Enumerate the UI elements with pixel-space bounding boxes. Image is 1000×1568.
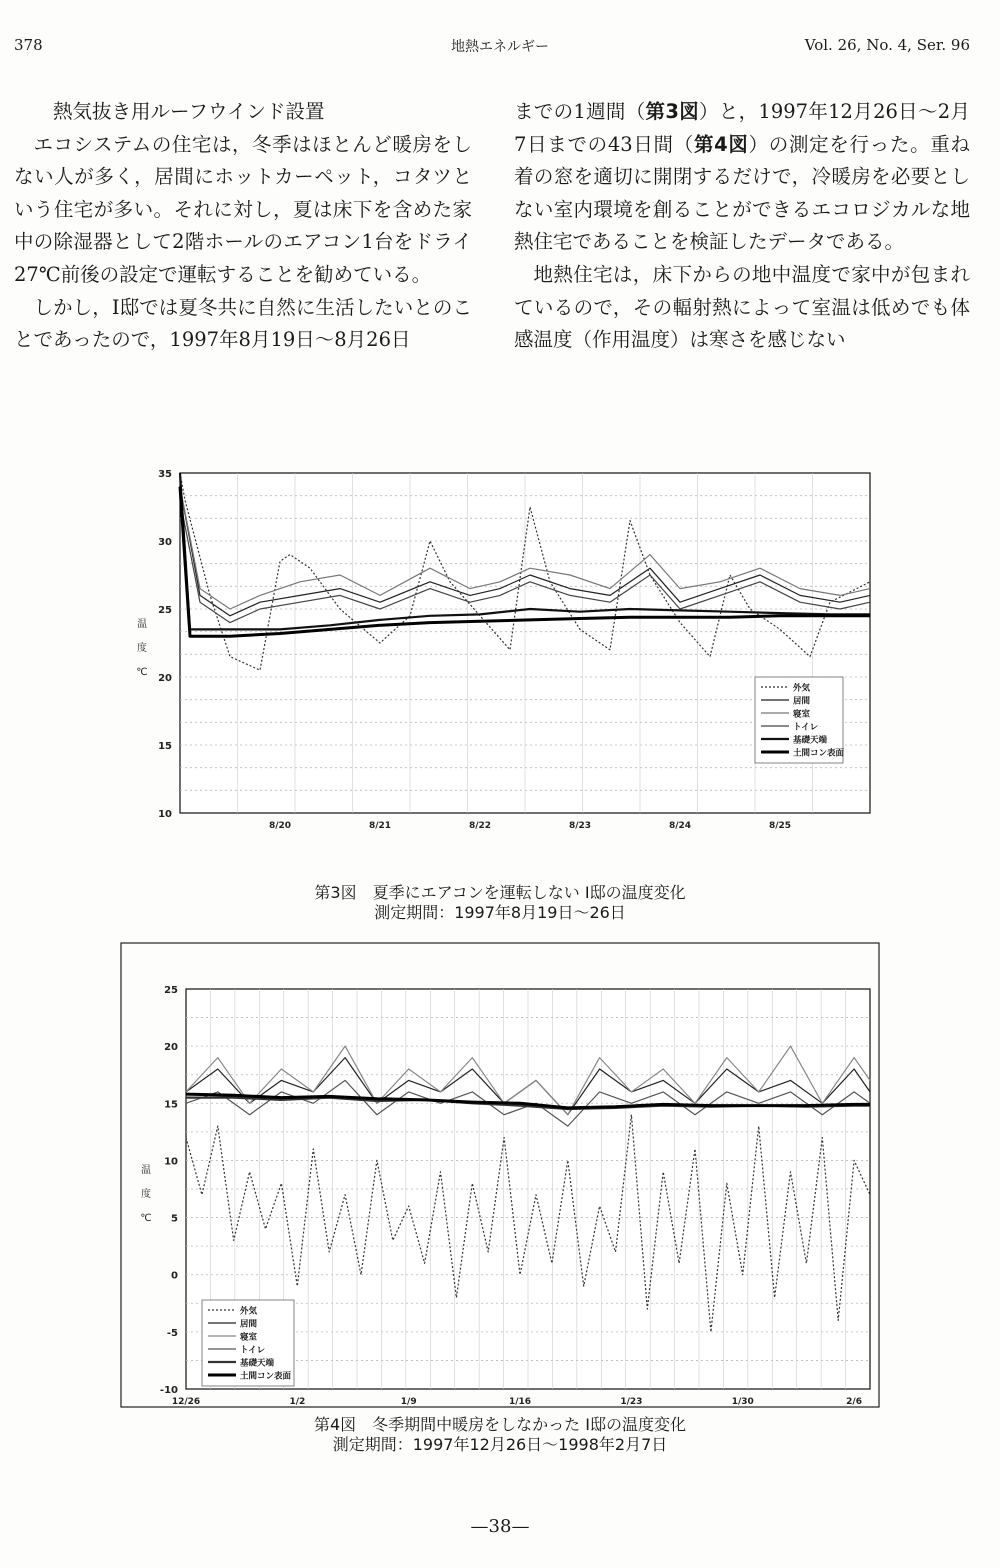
figure-4-chart — [120, 942, 880, 1408]
y-tick-label: -10 — [159, 1385, 178, 1396]
y-axis-label: ℃ — [140, 1213, 152, 1224]
y-tick-label: 5 — [171, 1213, 178, 1225]
y-tick-label: 0 — [171, 1270, 178, 1282]
y-tick-label: 30 — [158, 537, 172, 548]
legend-label: トイレ — [240, 1345, 266, 1356]
y-axis-label: 度 — [137, 643, 147, 654]
y-axis-label: 度 — [141, 1189, 151, 1200]
y-tick-label: 25 — [164, 985, 178, 996]
left-column — [14, 96, 472, 357]
legend-label: 寝室 — [240, 1332, 258, 1343]
x-tick-label: 1/30 — [731, 1397, 754, 1407]
caption-line: 測定期間：1997年8月19日～26日 — [374, 903, 626, 922]
y-tick-label: -5 — [166, 1327, 178, 1339]
legend-label: 土間コン表面 — [793, 748, 845, 759]
figure-3-chart — [120, 415, 880, 875]
legend-label: 基礎天端 — [793, 735, 828, 746]
x-tick-label: 1/16 — [509, 1397, 532, 1407]
y-tick-label: 25 — [158, 605, 172, 616]
x-tick-label: 8/23 — [568, 821, 592, 831]
x-tick-label: 8/21 — [368, 821, 392, 831]
right-column — [514, 96, 970, 357]
y-axis-label: 温 — [137, 619, 147, 630]
journal-title: 地熱エネルギー — [451, 39, 549, 55]
x-tick-label: 8/20 — [268, 821, 292, 831]
figure-reference: 第4図 — [693, 132, 749, 156]
y-tick-label: 10 — [158, 809, 172, 820]
figure-reference: 第3図 — [645, 100, 700, 123]
legend-label: トイレ — [793, 722, 819, 733]
x-tick-label: 8/25 — [768, 821, 792, 831]
text-run: までの1週間（ — [514, 100, 646, 123]
paragraph: エコシステムの住宅は，冬季はほとんど暖房をしない人が多く，居間にホットカーペット，コタツという住宅が多い。それに対し，夏は床下を含めた家中の除湿器として2階ホールのエアコン1台をドライ27℃前後の設定で運転することを勧めている。 — [14, 132, 472, 286]
text-run: ）と，1997年12月26日～2月7日までの43日間（ — [514, 100, 970, 156]
y-axis-label: ℃ — [136, 667, 148, 678]
legend-label: 居間 — [793, 696, 811, 707]
legend-label: 寝室 — [793, 709, 811, 720]
page-number: 378 — [14, 36, 43, 54]
y-axis-label: 温 — [141, 1165, 151, 1176]
caption-line: 第4図 冬季期間中暖房をしなかった I邸の温度変化 — [314, 1415, 686, 1434]
x-tick-label: 12/26 — [171, 1397, 201, 1407]
caption-line: 第3図 夏季にエアコンを運転しない I邸の温度変化 — [314, 883, 686, 902]
text-run: ）の測定を行った。重ね着の窓を適切に開閉するだけで，冷暖房を必要としない室内環境を創ることができるエコロジカルな地熱住宅であることを検証したデータである。 — [514, 132, 970, 254]
paragraph: 地熱住宅は，床下からの地中温度で家中が包まれているので，その輻射熱によって室温は低めでも体感温度（作用温度）は寒さを感じない — [514, 262, 970, 352]
y-tick-label: 15 — [164, 1099, 178, 1111]
x-tick-label: 2/6 — [846, 1397, 862, 1407]
legend-label: 土間コン表面 — [240, 1371, 292, 1382]
x-tick-label: 1/9 — [400, 1397, 417, 1407]
x-tick-label: 8/22 — [468, 821, 492, 831]
paragraph: しかし，I邸では夏冬共に自然に生活したいとのことであったので，1997年8月19日～8月26日 — [14, 295, 472, 352]
figure-4-caption — [0, 1415, 1000, 1455]
caption-line: 測定期間：1997年12月26日～1998年2月7日 — [332, 1435, 668, 1454]
legend-label: 外気 — [240, 1306, 258, 1317]
legend-label: 基礎天端 — [240, 1358, 275, 1369]
x-tick-label: 1/2 — [289, 1397, 306, 1407]
x-tick-label: 8/24 — [668, 821, 692, 831]
y-tick-label: 35 — [158, 469, 172, 480]
section-heading: 熱気抜き用ルーフウインド設置 — [53, 100, 325, 123]
y-tick-label: 20 — [164, 1042, 178, 1054]
x-tick-label: 1/23 — [620, 1397, 643, 1407]
y-tick-label: 10 — [164, 1156, 178, 1168]
y-tick-label: 15 — [158, 741, 172, 752]
figure-3-caption — [0, 883, 1000, 923]
legend-label: 居間 — [240, 1319, 258, 1330]
page-folio: —38— — [470, 1516, 530, 1537]
y-tick-label: 20 — [158, 673, 172, 684]
volume-info: Vol. 26, No. 4, Ser. 96 — [804, 36, 970, 54]
paragraph — [514, 96, 970, 259]
legend-label: 外気 — [793, 683, 811, 694]
